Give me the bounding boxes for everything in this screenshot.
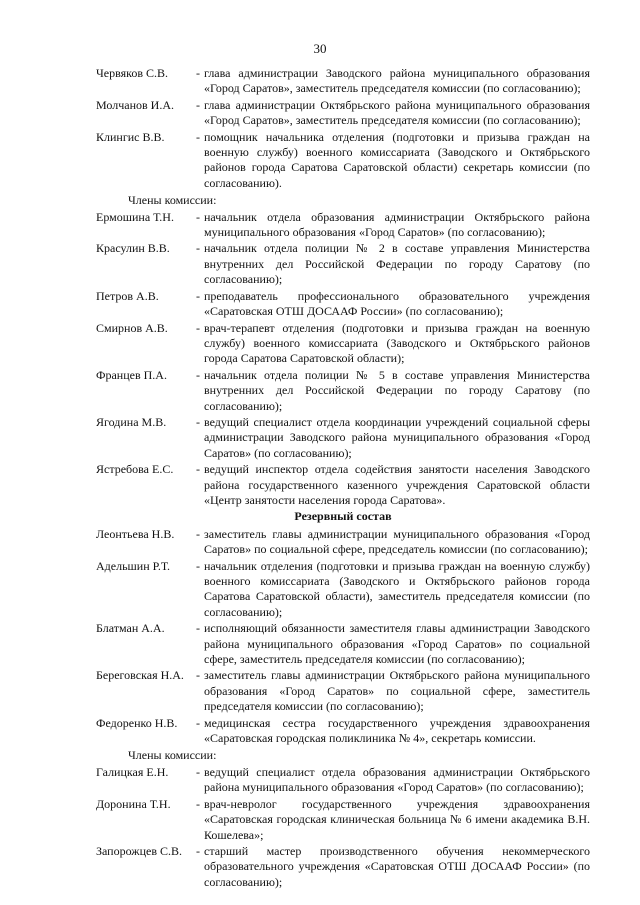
reserve-leadership (96, 527, 590, 747)
person-entry (96, 765, 590, 796)
person-entry (96, 797, 590, 843)
person-entry (96, 241, 590, 287)
person-role: начальник отделения (подготовки и призыва граждан на военную службу) военного комиссариата (Заводского и Октябрьского районов города Саратова Саратовской области), заместитель председателя комиссии (по согласованию); (204, 558, 590, 619)
person-entry (96, 130, 590, 192)
person-name: Петров А.В. (96, 288, 159, 303)
person-entry (96, 289, 590, 320)
person-role: врач-невролог государственного учреждения здравоохранения «Саратовская городская клиническая больница № 6 имени академика В.Н. Кошелева»; (204, 796, 590, 842)
person-role: ведущий специалист отдела образования администрации Октябрьского района муниципального образования «Город Саратов» (по согласованию); (204, 764, 590, 795)
person-entry (96, 621, 590, 667)
person-name: Адельшин Р.Т. (96, 558, 170, 573)
entry-dash: - (196, 764, 200, 779)
person-entry (96, 368, 590, 414)
person-role: глава администрации Октябрьского района муниципального образования «Город Саратов», заместитель председателя комиссии (по согласованию); (204, 97, 590, 128)
person-name: Леонтьева Н.В. (96, 526, 175, 541)
person-role: ведущий специалист отдела координации учреждений социальной сферы администрации Заводского района муниципального образования «Город Саратов» (по согласованию); (204, 414, 590, 460)
person-name: Блатман А.А. (96, 621, 165, 636)
person-name: Береговская Н.А. (96, 668, 184, 683)
person-name: Доронина Т.Н. (96, 796, 171, 811)
person-name: Запорожцев С.В. (96, 843, 183, 858)
person-role: глава администрации Заводского района муниципального образования «Город Саратов», заместитель председателя комиссии (по согласованию); (204, 66, 590, 96)
entry-dash: - (196, 526, 200, 541)
person-entry (96, 668, 590, 714)
person-role: помощник начальника отделения (подготовки и призыва граждан на военную службу) военного комиссариата (Заводского и Октябрьского районов города Саратова Саратовской области) секретарь комиссии (по согласованию). (204, 129, 590, 190)
entry-dash: - (196, 129, 200, 144)
person-role: заместитель главы администрации Октябрьского района муниципального образования «Город Саратов» по социальной сфере, заместитель председателя комиссии (по согласованию); (204, 668, 590, 714)
person-entry (96, 559, 590, 621)
entry-dash: - (196, 462, 200, 477)
page-number: 30 (313, 41, 327, 56)
entry-dash: - (196, 241, 200, 256)
person-name: Францев П.А. (96, 367, 167, 382)
person-name: Ермошина Т.Н. (96, 209, 174, 224)
person-role: заместитель главы администрации муниципального образования «Город Саратов» по социальной сфере, председатель комиссии (по согласованию); (204, 526, 590, 557)
person-name: Ястребова Е.С. (96, 462, 174, 477)
person-name: Ягодина М.В. (96, 414, 167, 429)
entry-dash: - (196, 367, 200, 382)
entry-dash: - (196, 843, 200, 858)
person-entry (96, 844, 590, 890)
commission-members (96, 210, 590, 509)
person-name: Червяков С.В. (96, 66, 169, 80)
commission-leadership (96, 66, 590, 191)
entry-dash: - (196, 414, 200, 429)
person-entry (96, 321, 590, 367)
person-name: Клингис В.В. (96, 129, 165, 144)
person-name: Смирнов А.В. (96, 320, 168, 335)
members-heading: Члены комиссии: (128, 193, 217, 208)
person-entry (96, 66, 590, 97)
person-entry (96, 210, 590, 241)
entry-dash: - (196, 320, 200, 335)
person-entry (96, 527, 590, 558)
reserve-heading: Резервный состав (294, 509, 392, 524)
entry-dash: - (196, 715, 200, 730)
person-name: Молчанов И.А. (96, 97, 174, 112)
person-entry (96, 462, 590, 508)
person-name: Федоренко Н.В. (96, 715, 178, 730)
person-entry (96, 415, 590, 461)
entry-dash: - (196, 668, 200, 683)
reserve-members-heading: Члены комиссии: (128, 748, 217, 763)
entry-dash: - (196, 209, 200, 224)
person-role: начальник отдела образования администрации Октябрьского района муниципального образования «Город Саратов» (по согласованию); (204, 209, 590, 240)
person-role: начальник отдела полиции № 2 в составе управления Министерства внутренних дел Российской Федерации по городу Саратову (по согласованию); (204, 241, 590, 287)
entry-dash: - (196, 621, 200, 636)
entry-dash: - (196, 288, 200, 303)
person-role: медицинская сестра государственного учреждения здравоохранения «Саратовская городская поликлиника № 4», секретарь комиссии. (204, 715, 590, 746)
person-name: Красулин В.В. (96, 241, 170, 256)
entry-dash: - (196, 558, 200, 573)
reserve-members (96, 765, 590, 890)
person-role: старший мастер производственного обучения некоммерческого образовательного учреждения «Саратовская ОТШ ДОСААФ России» (по согласованию); (204, 843, 590, 889)
entry-dash: - (196, 97, 200, 112)
document-body (96, 66, 590, 891)
person-role: исполняющий обязанности заместителя главы администрации Заводского района муниципального образования «Город Саратов» по социальной сфере, заместитель председателя комиссии (по согласованию); (204, 621, 590, 667)
person-entry (96, 98, 590, 129)
entry-dash: - (196, 66, 200, 80)
person-role: начальник отдела полиции № 5 в составе управления Министерства внутренних дел Российской Федерации по городу Саратову (по согласованию); (204, 367, 590, 413)
person-name: Галицкая Е.Н. (96, 764, 169, 779)
person-entry (96, 716, 590, 747)
entry-dash: - (196, 796, 200, 811)
person-role: ведущий инспектор отдела содействия занятости населения Заводского района государственного казенного учреждения Саратовской области «Центр занятости населения города Саратова». (204, 462, 590, 507)
person-role: врач-терапевт отделения (подготовки и призыва граждан на военную службу) военного комиссариата (Заводского и Октябрьского районов города Саратова Саратовской области); (204, 320, 590, 366)
person-role: преподаватель профессионального образовательного учреждения «Саратовская ОТШ ДОСААФ России» (по согласованию); (204, 288, 590, 319)
